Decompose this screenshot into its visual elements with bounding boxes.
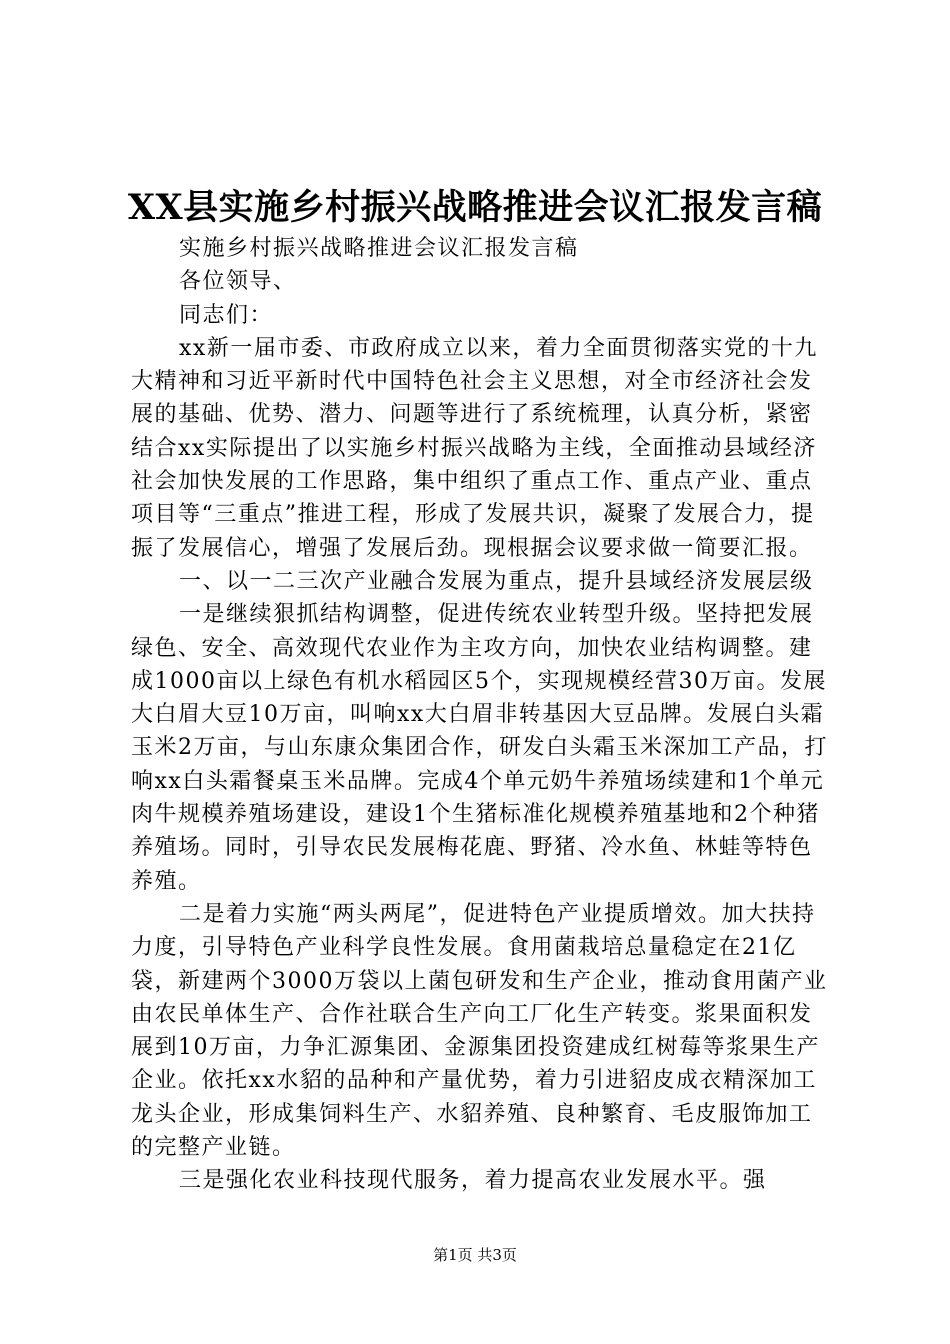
paragraph-intro: xx新一届市委、市政府成立以来，着力全面贯彻落实党的十九大精神和习近平新时代中国特色社会主义思想，对全市经济社会发展的基础、优势、潜力、问题等进行了系统梳理，认真分析，紧密结合xx实际提出了以实施乡村振兴战略为主线，全面推动县域经济社会加快发展的工作思路，集中组织了重点工作、重点产业、重点项目等“三重点”推进工程，形成了发展共识，凝聚了发展合力，提振了发展信心，增强了发展后劲。现根据会议要求做一简要汇报。 [131, 335, 818, 561]
paragraph-agri-tech: 三是强化农业科技现代服务，着力提高农业发展水平。强 [179, 1168, 767, 1194]
document-subtitle: 实施乡村振兴战略推进会议汇报发言稿 [179, 236, 579, 261]
greeting-line-2: 同志们： [179, 302, 274, 328]
page-footer: 第1页 共3页 [433, 1246, 517, 1264]
document-body [131, 232, 835, 1198]
greeting-line-1: 各位领导、 [179, 269, 297, 295]
paragraph-structure-adjustment: 一是继续狠抓结构调整，促进传统农业转型升级。坚持把发展绿色、安全、高效现代农业作为主攻方向，加快农业结构调整。建成1000亩以上绿色有机水稻园区5个，实现规模经营30万亩。发展大白眉大豆10万亩，叫响xx大白眉非转基因大豆品牌。发展白头霜玉米2万亩，与山东康众集团合作，研发白头霜玉米深加工产品，打响xx白头霜餐桌玉米品牌。完成4个单元奶牛养殖场续建和1个单元肉牛规模养殖场建设，建设1个生猪标准化规模养殖基地和2个种猪养殖场。同时，引导农民发展梅花鹿、野猪、冷水鱼、林蛙等特色养殖。 [131, 602, 828, 894]
paragraph-featured-industry: 二是着力实施“两头两尾”，促进特色产业提质增效。加大扶持力度，引导特色产业科学良性发展。食用菌栽培总量稳定在21亿袋，新建两个3000万袋以上菌包研发和生产企业，推动食用菌产业由农民单体生产、合作社联合生产向工厂化生产转变。浆果面积发展到10万亩，力争汇源集团、金源集团投资建成红树莓等浆果生产企业。依托xx水貂的品种和产量优势，着力引进貂皮成衣精深加工龙头企业，形成集饲料生产、水貂养殖、良种繁育、毛皮服饰加工的完整产业链。 [131, 901, 828, 1161]
document-title: XX县实施乡村振兴战略推进会议汇报发言稿 [127, 187, 823, 228]
section-heading-1: 一、以一二三次产业融合发展为重点，提升县域经济发展层级 [179, 568, 814, 594]
